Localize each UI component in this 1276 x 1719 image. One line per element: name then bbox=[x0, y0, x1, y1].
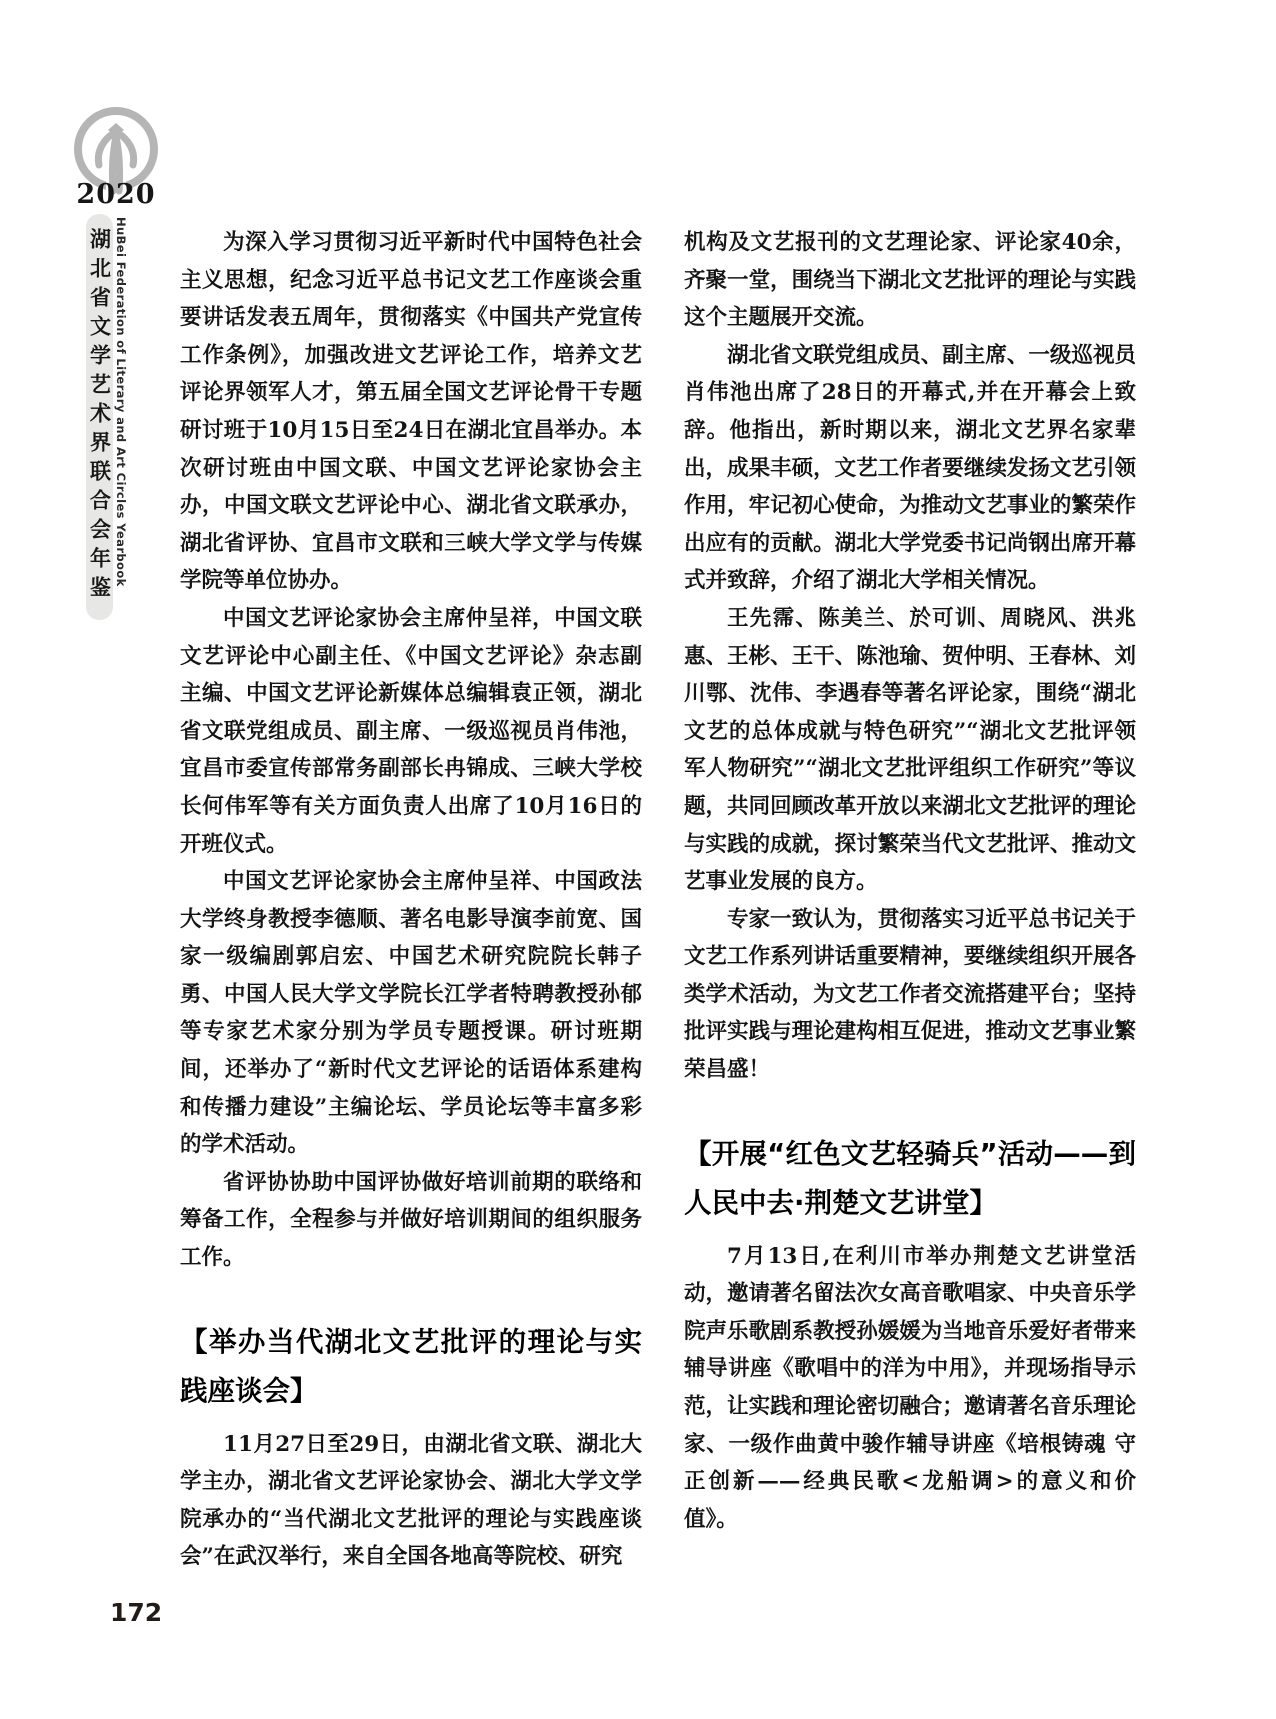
paragraph: 11月27日至29日，由湖北省文联、湖北大学主办，湖北省文艺评论家协会、湖北大学文学院承办的“当代湖北文艺批评的理论与实践座谈会”在武汉举行，来自全国各地高等院校、研究 bbox=[180, 1431, 642, 1570]
paragraph: 王先霈、陈美兰、於可训、周晓风、洪兆惠、王彬、王干、陈池瑜、贺仲明、王春林、刘川鄂、沈伟、李遇春等著名评论家，围绕“湖北文艺的总体成就与特色研究”“湖北文艺批评领军人物研究”“湖北文艺批评组织工作研究”等议题，共同回顾改革开放以来湖北文艺批评的理论与实践的成就，探讨繁荣当代文艺批评、推动文艺事业发展的良方。 bbox=[684, 605, 1136, 895]
sidebar-title-strip bbox=[86, 214, 113, 620]
section-heading: 【举办当代湖北文艺批评的理论与实践座谈会】 bbox=[180, 1325, 642, 1407]
paragraph: 为深入学习贯彻习近平新时代中国特色社会主义思想，纪念习近平总书记文艺工作座谈会重要讲话发表五周年，贯彻落实《中国共产党宣传工作条例》，加强改进文艺评论工作，培养文艺评论界领军人才，第五届全国文艺评论骨干专题研讨班于10月15日至24日在湖北宜昌举办。本次研讨班由中国文联、中国文艺评论家协会主办，中国文联文艺评论中心、湖北省文联承办，湖北省评协、宜昌市文联和三峡大学文学与传媒学院等单位协办。 bbox=[180, 230, 642, 594]
page-number: 172 bbox=[110, 1598, 163, 1627]
paragraph: 中国文艺评论家协会主席仲呈祥、中国政法大学终身教授李德顺、著名电影导演李前宽、国家一级编剧郭启宏、中国艺术研究院院长韩子勇、中国人民大学文学院长江学者特聘教授孙郁等专家艺术家分别为学员专题授课。研讨班期间，还举办了“新时代文艺评论的话语体系建构和传播力建设”主编论坛、学员论坛等丰富多彩的学术活动。 bbox=[180, 869, 642, 1158]
sidebar-title-cn: 湖北省文学艺术界联合会年鉴 bbox=[87, 228, 112, 605]
paragraph: 省评协协助中国评协做好培训前期的联络和筹备工作，全程参与并做好培训期间的组织服务工作。 bbox=[180, 1169, 642, 1271]
paragraph: 7月13日,在利川市举办荆楚文艺讲堂活动，邀请著名留法次女高音歌唱家、中央音乐学院声乐歌剧系教授孙媛媛为当地音乐爱好者带来辅导讲座《歌唱中的洋为中用》，并现场指导示范，让实践和理论密切融合；邀请著名音乐理论家、一级作曲黄中骏作辅导讲座《培根铸魂 守正创新——经典民歌<龙船调>的意义和价值》。 bbox=[684, 1243, 1136, 1532]
left-column bbox=[180, 224, 642, 1576]
year-label: 2020 bbox=[76, 179, 156, 210]
paragraph: 专家一致认为，贯彻落实习近平总书记关于文艺工作系列讲话重要精神，要继续组织开展各类学术活动，为文艺工作者交流搭建平台；坚持批评实践与理论建构相互促进，推动文艺事业繁荣昌盛！ bbox=[684, 906, 1136, 1083]
paragraph: 湖北省文联党组成员、副主席、一级巡视员肖伟池出席了28日的开幕式,并在开幕会上致辞。他指出，新时期以来，湖北文艺界名家辈出，成果丰硕，文艺工作者要继续发扬文艺引领作用，牢记初心使命，为推动文艺事业的繁荣作出应有的贡献。湖北大学党委书记尚钢出席开幕式并致辞，介绍了湖北大学相关情况。 bbox=[684, 342, 1136, 594]
section-heading: 【开展“红色文艺轻骑兵”活动——到人民中去·荆楚文艺讲堂】 bbox=[684, 1137, 1136, 1219]
right-column bbox=[684, 224, 1136, 1538]
sidebar-title-en: HuBei Federation of Literary and Art Circles Yearbook bbox=[114, 217, 128, 587]
paragraph: 中国文艺评论家协会主席仲呈祥，中国文联文艺评论中心副主任、《中国文艺评论》杂志副主编、中国文艺评论新媒体总编辑袁正领，湖北省文联党组成员、副主席、一级巡视员肖伟池，宜昌市委宣传部常务副部长冉锦成、三峡大学校长何伟军等有关方面负责人出席了10月16日的开班仪式。 bbox=[180, 605, 642, 857]
paragraph: 机构及文艺报刊的文艺理论家、评论家40余，齐聚一堂，围绕当下湖北文艺批评的理论与实践这个主题展开交流。 bbox=[684, 230, 1136, 331]
